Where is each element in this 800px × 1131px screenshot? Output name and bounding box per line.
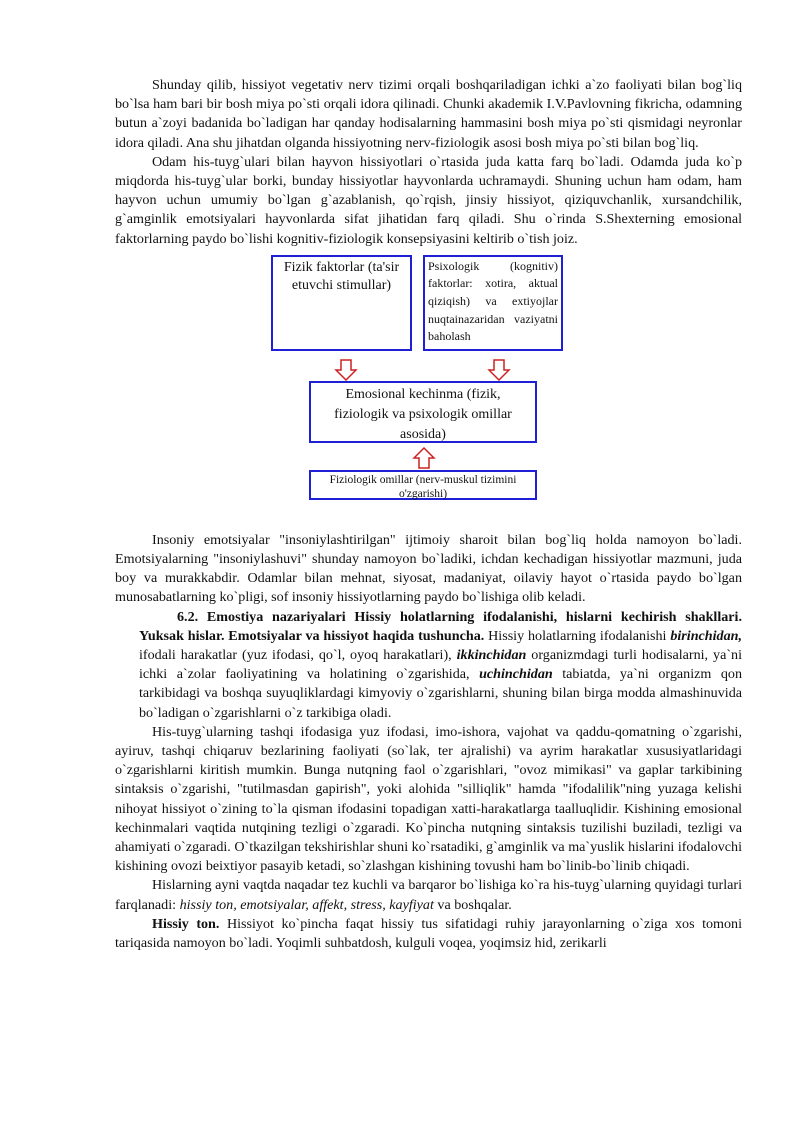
emphasis-third: uchinchidan (479, 666, 553, 683)
paragraph-1: Shunday qilib, hissiyot vegetativ nerv tizimi orqali boshqariladigan ichki a`zo faoliyati bilan bog`liq bo`lsa ham bari bir bosh miya po`sti orqali idora qilinadi. Chunki akademik I.V.Pavlovning fikricha, odamning butun a`zoyi badanida bo`ladigan har qanday hodisalarning hammasini bosh miya po`sti qismidagi neyronlar idora qiladi. Ana shu jihatdan olganda hissiyotning nerv-fiziologik asosi bosh miya po`sti bilan bog`liq. (115, 77, 742, 151)
text-run: Hislarning ayni vaqtda naqadar tez kuchli va barqaror bo`lishiga ko`ra his-tuyg`ularning quyidagi turlari farqlanadi: (115, 877, 742, 913)
term-emotional-tone: Hissiy ton. (152, 915, 220, 932)
emphasis-second: ikkinchidan (456, 647, 527, 664)
text-run: Hissiyot ko`pincha faqat hissiy tus sifatidagi ruhiy jarayonlarning o`ziga xos tomoni tariqasida namoyon bo`ladi. Yoqimli suhbatdosh, kulguli voqea, yoqimsiz hid, zerikarli (115, 915, 743, 952)
arrow-down-right-icon (487, 359, 511, 381)
box-emotional-experience: Emosional kechinma (fizik, fiziologik va psixologik omillar asosida) (309, 381, 537, 443)
paragraph-3: Insoniy emotsiyalar "insoniylashtirilgan" ijtimoiy sharoit bilan bog`liq holda namoyon bo`ladi. Emotsiyalarning "insoniylashuvi" shunday namoyon bo`ladiki, ichdan kechadigan hissiyotlar mazmuni, juda boy va murakkabdir. Odamlar bilan mehnat, siyosat, madaniyat, oilaviy hayot o`rtasida paydo bo`lgan munosabatlarning ko`pligi, sof insoniy hissiyotlarning paydo bo`lishiga olib keladi. (115, 531, 742, 606)
paragraph-5: His-tuyg`ularning tashqi ifodasiga yuz ifodasi, imo-ishora, vajohat va qaddu-qomatning o`zgarishi, ayiruv, tashqi chiqaruv bezlarining faoliyati (so`lak, ter ajralishi) va ayrim harakatlar xususiyatlaridagi o`zgarishlarni kiritish mumkin. Bunga nutqning faol o`zgarishlari, "ovoz mimikasi" va gaplar tarkibining sintaksis o`zgarishi, "tutilmasdan gapirish", yoki alohida "silliqlik" hamda "ifodalilik"ning yuzaga kelishi nihoyat hissiyot o`zining to`la qisman ifodasini topadigan xatti-harakatlarga taalluqlidir. Kishining emosional kechinmalari vaqtida nutqining tezligi o`zgaradi. Ko`pincha nutqning sintaksis tuzilishi buziladi, tezligi va ahamiyati o`zgaradi. O`tkazilgan tekshirishlar shuni ko`rsatadiki, g`amginlik va ma`yuslik hislarini ifodalovchi kishining ovozi beixtiyor pasayib ketadi, so`zlashgan kishining tovushi ham bo`linib-bo`linib chiqadi. (115, 723, 743, 875)
text-run: organizmdagi turli hodisalarni, ya`ni ichki a`zolar faoliyatining va holatining o`zgarishida, (139, 647, 742, 683)
section-paragraph (139, 608, 742, 723)
text-run: va boshqalar. (433, 896, 512, 913)
paragraph-7 (115, 915, 742, 953)
text-run: Hissiy holatlarning ifodalanishi (484, 627, 671, 644)
document-page (115, 76, 742, 953)
box-psychological-factors: Psixologik (kognitiv) faktorlar: xotira, aktual qiziqish) va extiyojlar nuqtainazaridan vaziyatni baholash (423, 255, 563, 351)
emotion-types-list: hissiy ton, emotsiyalar, affekt, stress, kayfiyat (179, 896, 434, 913)
box-physiological-factors: Fiziologik omillar (nerv-muskul tizimini o'zgarishi) (309, 470, 537, 500)
arrow-down-left-icon (334, 359, 358, 381)
box-physical-factors: Fizik faktorlar (ta'sir etuvchi stimullar) (271, 255, 412, 351)
paragraph-2: Odam his-tuyg`ulari bilan hayvon hissiyotlari o`rtasida juda katta farq bo`ladi. Odamda juda ko`p miqdorda his-tuyg`ular borki, bunday hissiyotlar hayvonlarda uchramaydi. Shuning uchun ham odam, ham hayvon uchun umumiy bo`lgan g`azablanish, qo`rqish, jinsiy hissiyot, qiziquvchanlik, xursandchilik, g`amginlik emotsiyalari hayvonlarda sifat jihatidan farq qiladi. Shu o`rinda S.Shexterning emosional faktorlarning paydo bo`lishi kognitiv-fiziologik konsepsiyasini keltirib o`tish joiz. (115, 153, 742, 247)
text-run: ifodali harakatlar (yuz ifodasi, qo`l, oyoq harakatlari), (139, 647, 457, 664)
paragraph-6 (115, 876, 742, 914)
text-run: tabiatda, ya`ni organizm qon tarkibidagi va boshqa suyuqliklardagi kimyoviy o`zgarishlarni, shuning bilan birga modda almashinuvida bo`ladigan o`zgarishlarni o`z tarkibiga oladi. (139, 666, 742, 721)
section-heading: 6.2. Emostiya nazariyalari Hissiy holatlarning ifodalanishi, hislarni kechirish shakllari. Yuksak hislar. Emotsiyalar va hissiyot haqida tushuncha. (139, 608, 742, 644)
emotion-concept-diagram (115, 255, 742, 525)
emphasis-first: birinchidan, (670, 627, 742, 644)
arrow-up-icon (412, 447, 436, 469)
